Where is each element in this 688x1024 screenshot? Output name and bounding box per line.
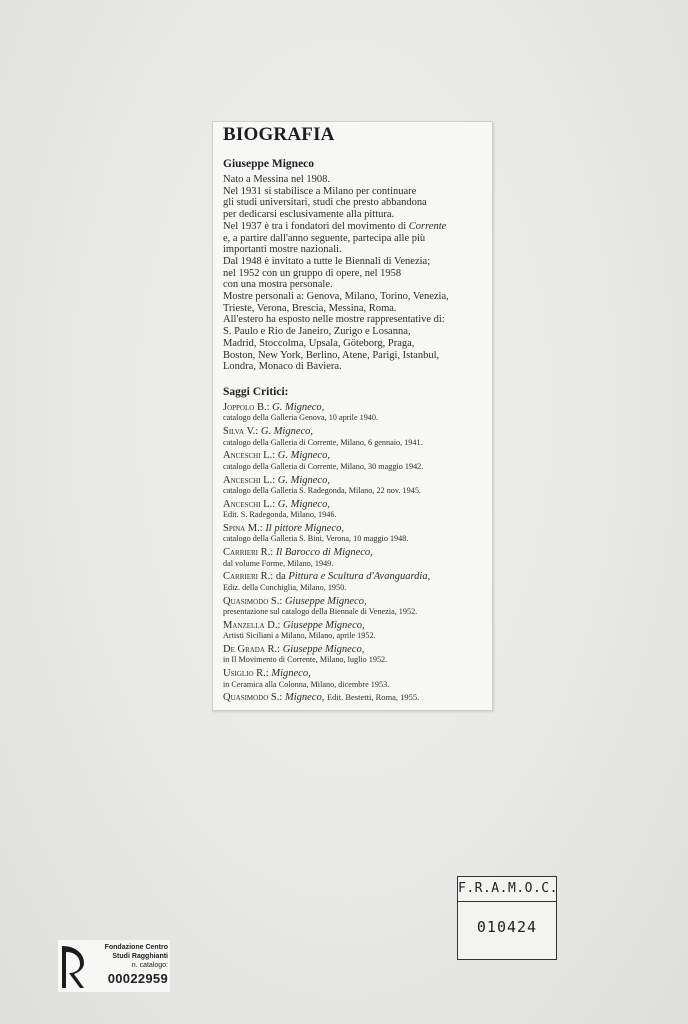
- essay-publisher: Edit. Bestetti, Roma, 1955.: [326, 692, 420, 703]
- biography-text: [223, 174, 489, 373]
- catalog-number: 00022959: [107, 971, 168, 986]
- essay-author: Joppolo B.:: [223, 402, 270, 413]
- biography-card: [212, 121, 493, 711]
- stamp-header: F.R.A.M.O.C.: [458, 877, 556, 902]
- bio-line: Nel 1931 si stabilisce a Milano per continuare: [223, 185, 417, 197]
- bio-line: importanti mostre nazionali.: [223, 244, 342, 256]
- critical-essays-heading: Saggi Critici:: [223, 386, 289, 398]
- essay-source: Artisti Siciliani a Milano, Milano, aprile 1952.: [223, 631, 376, 641]
- essay-source: dal volume Forme, Milano, 1949.: [223, 558, 334, 568]
- essay-entry: [223, 644, 489, 666]
- essay-title: Migneco,: [284, 692, 325, 704]
- org-name-line1: Fondazione Centro: [104, 944, 168, 951]
- essay-source: in Il Movimento di Corrente, Milano, luglio 1952.: [223, 655, 388, 665]
- essay-entry: [223, 571, 489, 593]
- essay-author: Spina M.:: [223, 523, 263, 535]
- essay-title: Giuseppe Migneco,: [284, 595, 367, 607]
- label-text: [86, 943, 168, 986]
- essay-title: Pittura e Scultura d'Avanguardia,: [288, 571, 431, 583]
- essay-author: De Grada R.:: [223, 644, 281, 656]
- essay-author: Carrieri R.:: [223, 571, 274, 583]
- essay-title: G. Migneco,: [272, 402, 325, 413]
- essay-title: Giuseppe Migneco,: [282, 644, 365, 656]
- essay-main-line: [223, 475, 489, 486]
- essay-title: Il Barocco di Migneco,: [275, 547, 373, 559]
- essay-entry: [223, 668, 489, 690]
- essay-title: Il pittore Migneco,: [265, 523, 344, 535]
- org-name-line2: Studi Ragghianti: [112, 953, 168, 960]
- bio-line: Madrid, Stoccolma, Upsala, Göteborg, Praga,: [223, 337, 415, 349]
- essay-source: catalogo della Galleria di Corrente, Milano, 6 gennaio, 1941.: [223, 437, 423, 447]
- essay-author: Anceschi L.:: [223, 498, 276, 510]
- essay-main-line: [223, 450, 489, 461]
- essay-main-line: [223, 426, 489, 437]
- bio-line: con una mostra personale.: [223, 279, 333, 291]
- ragghianti-logo-icon: [60, 944, 84, 990]
- essay-source: in Ceramica alla Colonna, Milano, dicembre 1953.: [223, 679, 390, 689]
- corrente-italic: Corrente: [408, 220, 447, 232]
- essay-main-line: [223, 596, 489, 607]
- essay-entry: [223, 692, 489, 703]
- bio-line: Trieste, Verona, Brescia, Messina, Roma.: [223, 302, 397, 314]
- essay-title: Giuseppe Migneco,: [282, 619, 365, 631]
- bio-line: S. Paulo e Rio de Janeiro, Zurigo e Losanna,: [223, 326, 411, 338]
- essay-source: presentazione sul catalogo della Biennale di Venezia, 1952.: [223, 607, 418, 617]
- essay-author: Quasimodo S.:: [223, 692, 283, 704]
- essay-main-line: [223, 692, 489, 703]
- essay-main-line: [223, 523, 489, 534]
- essay-main-line: [223, 668, 489, 679]
- essay-author: Anceschi L.:: [223, 450, 276, 462]
- essay-title: G. Migneco,: [277, 450, 330, 462]
- essay-entry: [223, 402, 489, 424]
- essay-entry: [223, 426, 489, 448]
- bio-line: per dedicarsi esclusivamente alla pittura.: [223, 209, 395, 221]
- essay-main-line: [223, 547, 489, 558]
- essay-entry: [223, 547, 489, 569]
- stamp-number: 010424: [476, 918, 538, 936]
- critical-essays-list: [223, 402, 489, 706]
- page-title: BIOGRAFIA: [223, 124, 335, 145]
- bio-line: gli studi universitari, studi che presto abbandona: [223, 197, 427, 209]
- essay-title: G. Migneco,: [260, 426, 314, 438]
- essay-entry: [223, 523, 489, 545]
- essay-entry: [223, 620, 489, 642]
- essay-main-line: [223, 644, 489, 655]
- essay-title: Migneco,: [271, 668, 311, 680]
- bio-line: Mostre personali a: Genova, Milano, Torino, Venezia,: [223, 291, 449, 303]
- essay-entry: [223, 450, 489, 472]
- catalog-label: [58, 940, 170, 992]
- essay-source: catalogo della Galleria di Corrente, Milano, 30 maggio 1942.: [223, 461, 424, 471]
- essay-author: Quasimodo S.:: [223, 595, 283, 607]
- essay-title: G. Migneco,: [277, 498, 330, 510]
- essay-main-line: [223, 571, 489, 582]
- bio-line: Nato a Messina nel 1908.: [223, 174, 331, 185]
- bio-line: nel 1952 con un gruppo di opere, nel 1958: [223, 267, 402, 279]
- essay-main-line: [223, 402, 489, 413]
- essay-author: Manzella D.:: [223, 619, 281, 631]
- catalog-number-label: n. catalogo:: [131, 962, 168, 969]
- bio-line: e, a partire dall'anno seguente, partecipa alle più: [223, 232, 426, 244]
- essay-author: Carrieri R.:: [223, 547, 274, 559]
- essay-source: catalogo della Galleria S. Radegonda, Milano, 22 nov. 1945.: [223, 486, 421, 496]
- essay-author: Silva V.:: [223, 426, 259, 438]
- essay-main-line: [223, 620, 489, 631]
- essay-source: catalogo della Galleria Genova, 10 aprile 1940.: [223, 413, 379, 423]
- essay-source: Ediz. della Conchiglia, Milano, 1950.: [223, 582, 347, 592]
- essay-author: Usiglio R.:: [223, 668, 269, 680]
- bio-line: All'estero ha esposto nelle mostre rappresentative di:: [223, 314, 445, 326]
- bio-line-text: Nel 1937 è tra i fondatori del movimento di: [223, 220, 409, 232]
- essay-prefix: da: [275, 571, 289, 583]
- bio-line: Boston, New York, Berlino, Atene, Parigi, Istanbul,: [223, 349, 440, 361]
- essay-entry: [223, 499, 489, 521]
- essay-title: G. Migneco,: [277, 474, 330, 486]
- bio-line: Londra, Monaco di Baviera.: [223, 361, 342, 373]
- essay-author: Anceschi L.:: [223, 474, 276, 486]
- essay-entry: [223, 596, 489, 618]
- essay-entry: [223, 475, 489, 497]
- bio-line: Dal 1948 è invitato a tutte le Biennali di Venezia;: [223, 255, 431, 267]
- framoc-stamp: [457, 876, 557, 960]
- essay-main-line: [223, 499, 489, 510]
- essay-source: catalogo della Galleria S. Bini, Verona, 10 maggio 1948.: [223, 534, 409, 544]
- bio-line: [223, 221, 489, 233]
- essay-source: Edit. S. Radegonda, Milano, 1946.: [223, 510, 337, 520]
- artist-name: Giuseppe Migneco: [223, 158, 315, 170]
